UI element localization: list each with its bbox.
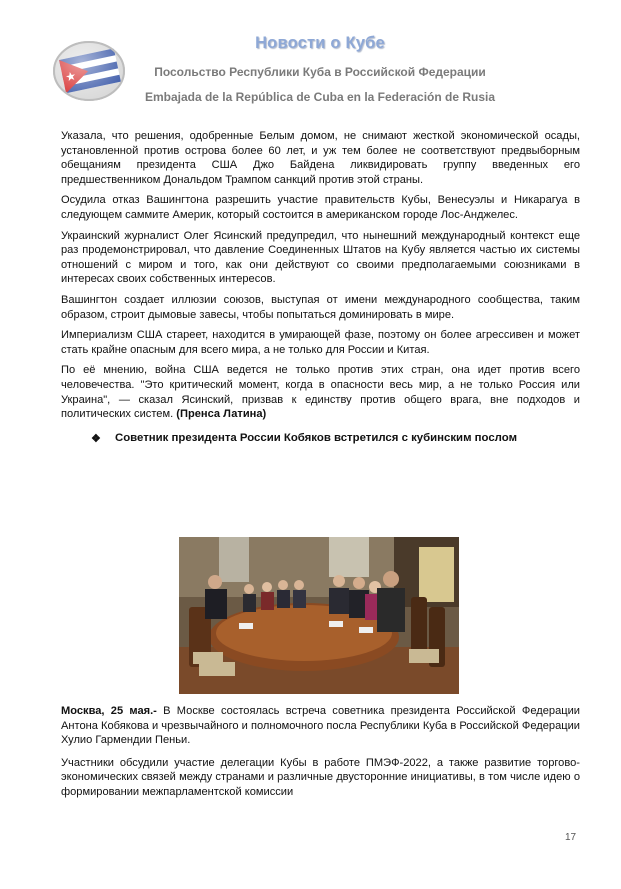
paragraph: Указала, что решения, одобренные Белым домом, не снимают жесткой экономической осады, установленной против острова более 60 лет, и уж тем более не соответствуют предвыборным обещаниям президента США Джо Байдена ликвидировать группу введенных его предшественником Дональдом Трампом санкций против этой страны. bbox=[61, 130, 580, 186]
paragraph-text: По её мнению, война США ведется не только против этих стран, она идет против всего человечества. "Это критический момент, когда в опасности весь мир, а не только Россия или Украина", — сказал Ясинский, призвав к единству против общего врага, вне подходов и политических систем. bbox=[61, 364, 580, 421]
paragraph: Участники обсудили участие делегации Кубы в работе ПМЭФ-2022, а также развитие торгово-экономических связей между странами и различные двусторонние инициативы, в том числе идею о формировании межпарламентской комиссии bbox=[61, 756, 580, 798]
paragraph: Украинский журналист Олег Ясинский предупредил, что нынешний международный контекст еще раз продемонстрировал, что давление Соединенных Штатов на Кубу является частью их системы отношений с миром и того, как они действуют со своими предполагаемыми союзниками в интересах своих собственных интересов. bbox=[61, 229, 580, 286]
paragraph bbox=[61, 363, 580, 421]
paragraph: Вашингтон создает иллюзии союзов, выступая от имени международного сообщества, таким образом, строит дымовые завесы, чтобы попытаться доминировать в мире. bbox=[61, 293, 580, 321]
page-title: Новости о Кубе bbox=[255, 34, 385, 52]
section-heading-text: Советник президента России Кобяков встретился с кубинским послом bbox=[115, 432, 517, 445]
meeting-photo bbox=[179, 537, 459, 694]
paragraph: Осудила отказ Вашингтона разрешить участие правительств Кубы, Венесуэлы и Никарагуа в следующем саммите Америк, который состоится в американском городе Лос-Анджелес. bbox=[61, 194, 580, 221]
article-body-continued bbox=[61, 704, 580, 808]
section-heading bbox=[91, 432, 580, 445]
diamond-bullet-icon: ❖ bbox=[91, 432, 101, 445]
paragraph bbox=[61, 704, 580, 748]
article-body bbox=[61, 129, 580, 457]
dateline: Москва, 25 мая.- bbox=[61, 705, 157, 717]
paragraph-text: В Москве состоялась встреча советника президента Российской Федерации Антона Кобякова и чрезвычайного и полномочного посла Республики Куба в Российской Федерации Хулио Гармендии Пеньи. bbox=[61, 705, 580, 747]
subtitle-russian: Посольство Республики Куба в Российской Федерации bbox=[154, 65, 486, 79]
subtitle-spanish: Embajada de la República de Cuba en la Federación de Rusia bbox=[144, 90, 496, 104]
paragraph: Империализм США стареет, находится в умирающей фазе, поэтому он более агрессивен и может стать крайне опасным для всего мира, а не только для России и Китая. bbox=[61, 329, 580, 356]
page-header bbox=[0, 0, 621, 120]
source-credit: (Пренса Латина) bbox=[176, 408, 267, 421]
page-number: 17 bbox=[565, 832, 577, 843]
